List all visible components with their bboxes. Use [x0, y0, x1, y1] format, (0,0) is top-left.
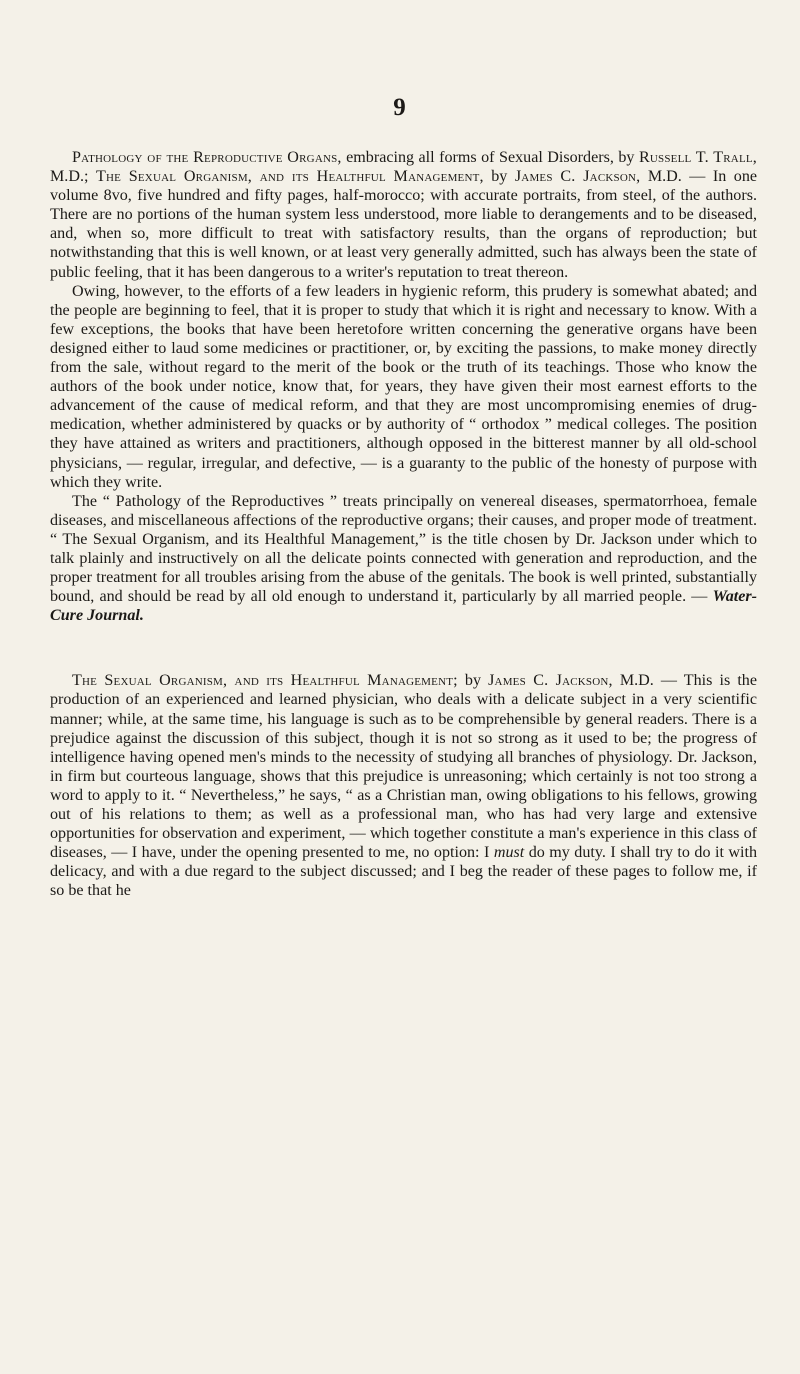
- author-trall: Russell T. Trall,: [638, 149, 758, 166]
- source-citation: Water-Cure Journal.: [50, 588, 757, 625]
- text-column: [50, 148, 757, 900]
- text-run: The “ Pathology of the Reproductives ” treats principally on venereal diseases, spermatorrhoea, female diseases, and miscellaneous affections of the reproductive organs; their causes, and proper mode of treatment. “ The Sexual Organism, and its Healthful Management,” is the title chosen by Dr. Jackson under which to talk plainly and instructively on all the delicate points connected with generation and reproduction, and the proper treatment for all troubles arising from the abuse of the genitals. The book is well printed, substantially bound, and should be read by all old enough to understand it, particularly by all married people. —: [50, 492, 757, 606]
- text-run: by: [483, 168, 515, 186]
- book-title-sexual-organism: The Sexual Organism, and its Healthful Management,: [95, 168, 484, 186]
- review-pathology-paragraph-2: Owing, however, to the efforts of a few leaders in hygienic reform, this prudery is somewhat abated; and the people are beginning to feel, that it is proper to study that which it is right and necessary to know. With a few exceptions, the books that have been heretofore written concerning the generative organs have been designed either to laud some medicines or practitioner, or, by exciting the passions, to make money directly from the sale, without regard to the merit of the book or the truth of its teachings. Those who know the authors of the book under notice, know that, for years, they have given their most earnest efforts to the advancement of the cause of medical reform, and that they are most uncompromising enemies of drug-medication, whether administered by quacks or by authority of “ orthodox ” medical colleges. The position they have attained as writers and practitioners, although opposed in the bitterest manner by all old-school physicians, — regular, irregular, and defective, — is a guaranty to the public of the honesty of purpose with which they write.: [50, 282, 757, 491]
- text-run: do my duty. I shall try to do it with delicacy, and with a due regard to the subject discussed; and I beg the reader of these pages to follow me, if so be that he: [50, 844, 757, 900]
- text-run: M.D. — This is the production of an experienced and learned physician, who deals with a delicate subject in a very scientific manner; while, at the same time, his language is such as to be comprehensible by general readers. There is a prejudice against the discussion of this subject, though it is not so strong as it used to be; the progress of intelligence having opened men's minds to the necessity of studying all branches of physiology. Dr. Jackson, in firm but courteous language, shows that this prejudice is unreasoning; which certainly is not too strong a word to apply to it. “ Nevertheless,” he says, “ as a Christian man, owing obligations to his fellows, growing out of his relations to them; as well as a professional man, who has had very large and extensive opportunities for observation and experiment, — which together constitute a man's experience in this class of diseases, — I have, under the opening presented to me, no option: I: [50, 672, 757, 862]
- page-number: 9: [393, 94, 407, 121]
- text-run: M.D. — In one volume 8vo, five hundred and fifty pages, half-morocco; with accurate portraits, from steel, of the authors. There are no portions of the human system less understood, more liable to derangements and to be diseased, and, when so, more difficult to treat with satisfactory results, than the organs of reproduction; but notwithstanding that this is well known, or at least very generally admitted, such has always been the state of public feeling, that it has been dangerous to a writer's reputation to treat thereon.: [50, 168, 758, 281]
- review-pathology-paragraph-3: [50, 492, 757, 626]
- text-run: M.D.;: [50, 168, 96, 186]
- text-run: by: [457, 672, 489, 690]
- emphasis-must: must: [493, 844, 525, 862]
- section-gap: [50, 625, 757, 671]
- review-pathology-intro: [50, 148, 757, 282]
- book-title-sexual-organism-2: The Sexual Organism, and its Healthful Management;: [72, 672, 458, 690]
- text-run: embracing all forms of Sexual Disorders, by: [341, 149, 639, 166]
- author-jackson-2: James C. Jackson,: [488, 672, 613, 690]
- author-jackson: James C. Jackson,: [514, 168, 641, 186]
- review-sexual-organism: [50, 671, 757, 900]
- book-title-pathology: Pathology of the Reproductive Organs,: [72, 149, 342, 166]
